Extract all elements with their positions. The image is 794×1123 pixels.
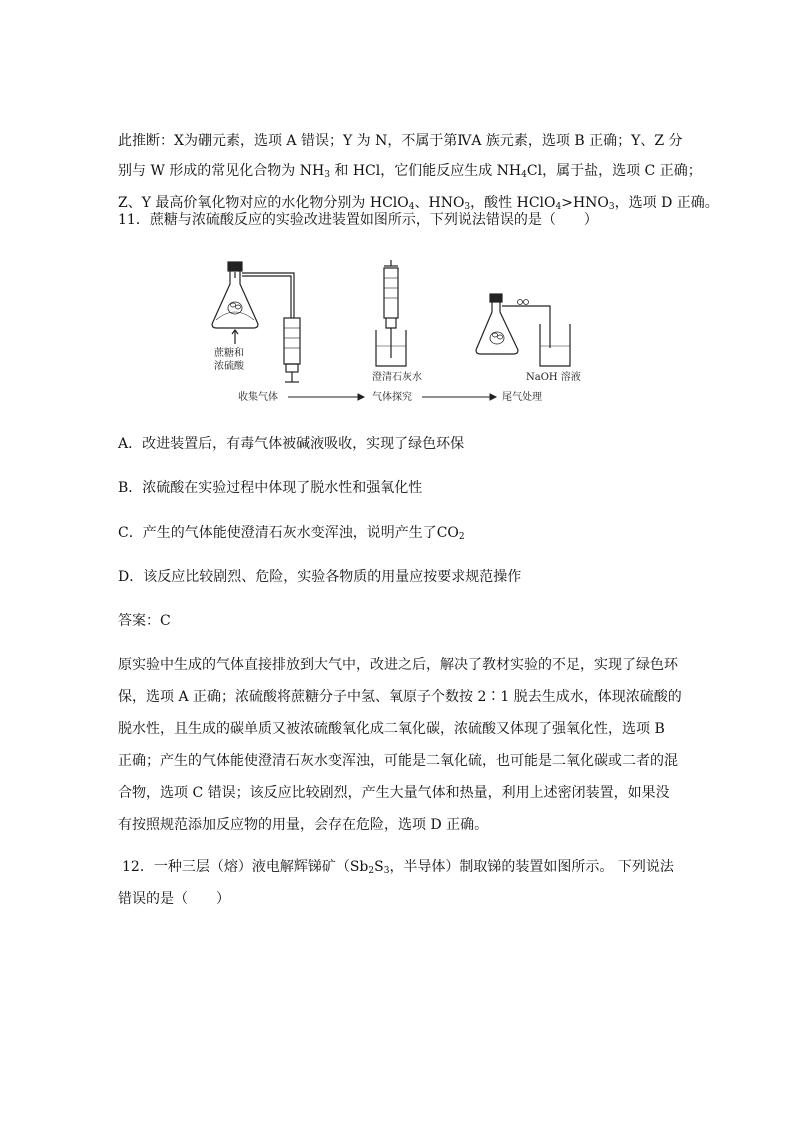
subscript: 3 bbox=[324, 170, 330, 180]
text: 12．一种三层（熔）液电解辉锑矿（Sb bbox=[122, 859, 369, 875]
text: D．该反应比较剧烈、危险，实验各物质的用量应按要求规范操作 bbox=[118, 569, 522, 585]
text: ，选项 D 正确。 bbox=[614, 195, 719, 211]
text: ，半导体）制取锑的装置如图所示。 下列说法 bbox=[389, 859, 674, 875]
question-11-stem bbox=[118, 210, 598, 230]
text: 、HNO bbox=[414, 195, 465, 211]
text: 此推断：X为硼元素，选项 A 错误；Y 为 N，不属于第ⅣA 族元素，选项 B 正确；Y、Z 分 bbox=[118, 133, 683, 149]
text: 正确；产生的气体能使澄清石灰水变浑浊，可能是二氧化硫，也可能是二氧化碳或二者的混 bbox=[118, 753, 678, 769]
syringe-tester bbox=[376, 260, 406, 366]
label-sugar-line-1: 蔗糖和 bbox=[214, 348, 244, 359]
label-naoh: NaOH 溶液 bbox=[526, 372, 581, 383]
text: A．改进装置后，有毒气体被碱液吸收，实现了绿色环保 bbox=[118, 436, 465, 452]
subscript: 3 bbox=[464, 202, 471, 212]
option-d bbox=[118, 567, 521, 587]
step-collect-gas: 收集气体 bbox=[238, 392, 278, 403]
text: 合物，选项 C 错误；该反应比较剧烈，产生大量气体和热量，利用上述密闭装置，如果没 bbox=[118, 785, 670, 801]
flask-2 bbox=[476, 294, 570, 366]
subscript: 2 bbox=[458, 532, 465, 542]
text: Z、Y 最高价氧化物对应的水化物分别为 HClO bbox=[118, 195, 409, 211]
flask-1 bbox=[212, 262, 294, 344]
step-tail-gas: 尾气处理 bbox=[502, 392, 542, 403]
label-sugar-line-2: 浓硫酸 bbox=[214, 361, 244, 372]
explanation-line-4 bbox=[118, 751, 678, 771]
explanation-line-6 bbox=[118, 815, 488, 835]
text: C．产生的气体能使澄清石灰水变浑浊，说明产生了CO bbox=[118, 525, 459, 541]
subscript: 4 bbox=[521, 170, 527, 180]
text: 错误的是（ ） bbox=[118, 891, 230, 907]
text: ，酸性 HClO bbox=[470, 195, 556, 211]
text: 别与 W 形成的常见化合物为 NH bbox=[118, 163, 325, 179]
explanation-line-2 bbox=[118, 687, 682, 707]
step-gas-explore: 气体探究 bbox=[372, 392, 412, 403]
option-a bbox=[118, 434, 464, 454]
subscript: 3 bbox=[608, 202, 615, 212]
question-12-line-1 bbox=[122, 857, 674, 877]
subscript: 4 bbox=[555, 202, 562, 212]
text: 11．蔗糖与浓硫酸反应的实验改进装置如图所示，下列说法错误的是（ ） bbox=[118, 212, 598, 228]
subscript: 4 bbox=[408, 202, 415, 212]
paragraph-line-1 bbox=[118, 131, 683, 151]
text: 脱水性，且生成的碳单质又被浓硫酸氧化成二氧化碳，浓硫酸又体现了强氧化性，选项 B bbox=[118, 721, 665, 737]
text: 原实验中生成的气体直接排放到大气中，改进之后，解决了教材实验的不足，实现了绿色环 bbox=[118, 657, 678, 673]
explanation-line-5 bbox=[118, 783, 670, 803]
answer bbox=[118, 611, 171, 631]
text: 和 HCl，它们能反应生成 NH bbox=[329, 163, 522, 179]
text: >HNO bbox=[561, 195, 609, 211]
text: Cl，属于盐，选项 C 正确； bbox=[526, 163, 702, 179]
text: B．浓硫酸在实验过程中体现了脱水性和强氧化性 bbox=[118, 480, 423, 496]
option-c bbox=[118, 523, 465, 543]
question-12-line-2 bbox=[118, 889, 230, 909]
syringe-collector bbox=[284, 318, 300, 382]
subscript: 2 bbox=[368, 866, 375, 876]
explanation-line-3 bbox=[118, 719, 665, 739]
text: 答案：C bbox=[118, 613, 171, 629]
text: 有按照规范添加反应物的用量，会存在危险，选项 D 正确。 bbox=[118, 817, 489, 833]
apparatus-figure bbox=[200, 258, 620, 408]
explanation-line-1 bbox=[118, 655, 678, 675]
text: 保，选项 A 正确；浓硫酸将蔗糖分子中氢、氧原子个数按 2∶1 脱去生成水，体现浓硫酸的 bbox=[118, 689, 682, 705]
subscript: 3 bbox=[383, 866, 390, 876]
text: S bbox=[374, 859, 384, 875]
option-b bbox=[118, 478, 422, 498]
label-limewater: 澄清石灰水 bbox=[372, 372, 422, 383]
paragraph-line-2 bbox=[118, 161, 702, 181]
